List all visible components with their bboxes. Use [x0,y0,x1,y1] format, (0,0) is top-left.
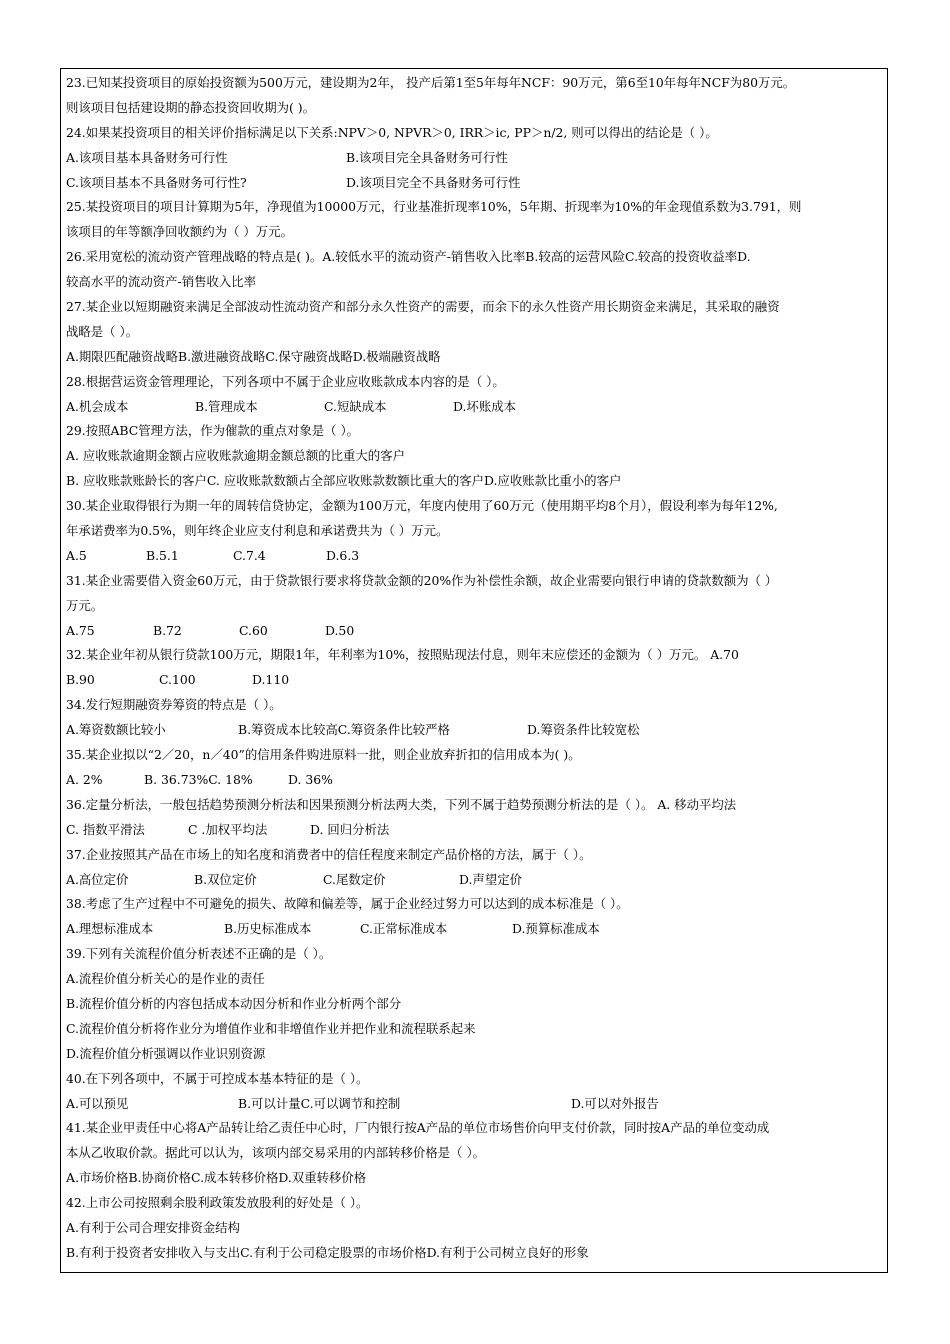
option: C. 指数平滑法 [66,821,145,837]
option: D.坏账成本 [453,398,516,414]
option: B.筹资成本比较高C.筹资条件比较严格 [238,722,450,738]
q32-stem: 32.某企业年初从银行贷款100万元，期限1年，年利率为10%，按照贴现法付息，则年末应偿还的金额为（ ）万元。 A.70 [66,647,739,663]
q23-line2: 则该项目包括建设期的静态投资回收期为( )。 [66,99,316,115]
q30-line1: 30.某企业取得银行为期一年的周转信贷协定，金额为100万元，年度内使用了60万元（使用期平均8个月），假设利率为每年12%, [66,498,778,514]
q25-line2: 该项目的年等额净回收额约为（ ）万元。 [66,224,293,240]
q34-options [66,718,886,743]
option: A. 2% [66,771,103,787]
option: D.110 [252,672,290,688]
q42-option-a: A.有利于公司合理安排资金结构 [66,1219,240,1235]
q31-line1: 31.某企业需要借入资金60万元，由于贷款银行要求将贷款金额的20%作为补偿性余额，故企业需要向银行申请的贷款数额为（ ） [66,572,778,588]
option: B.5.1 [146,547,179,563]
q28-options [66,395,886,420]
q31-line2: 万元。 [66,597,104,613]
q26-line2: 较高水平的流动资产-销售收入比率 [66,274,257,290]
option: A.机会成本 [66,398,129,414]
option: B.90 [66,672,95,688]
q41-options: A.市场价格B.协商价格C.成本转移价格D.双重转移价格 [66,1170,367,1186]
option: C.该项目基本不具备财务可行性? [66,174,247,190]
q40-stem: 40.在下列各项中，不属于可控成本基本特征的是（ ）。 [66,1070,369,1086]
q42-stem: 42.上市公司按照剩余股利政策发放股利的好处是（ ）。 [66,1195,369,1211]
option: C.尾数定价 [323,871,386,887]
q24-options-ab [66,146,886,171]
option: C.60 [239,622,268,638]
question-list [66,71,886,1266]
q39-stem: 39.下列有关流程价值分析表述不正确的是（ ）。 [66,946,332,962]
q35-stem: 35.某企业拟以“2／20，n／40”的信用条件购进原料一批，则企业放弃折扣的信用成本为( )。 [66,747,581,763]
q39-option-d: D.流程价值分析强调以作业识别资源 [66,1045,266,1061]
q39-option-c: C.流程价值分析将作业分为增值作业和非增值作业并把作业和流程联系起来 [66,1020,476,1036]
q40-options [66,1092,886,1117]
q29-stem: 29.按照ABC管理方法，作为催款的重点对象是（ ）。 [66,423,360,439]
option: D.筹资条件比较宽松 [527,722,640,738]
option: D.声望定价 [459,871,522,887]
q32-options [66,668,886,693]
q36-options [66,818,886,843]
option: C.100 [159,672,196,688]
option: A.可以预见 [66,1095,129,1111]
option: D. 36% [288,771,333,787]
option: D.预算标准成本 [512,921,600,937]
q39-option-b: B.流程价值分析的内容包括成本动因分析和作业分析两个部分 [66,995,402,1011]
option: D.该项目完全不具备财务可行性 [346,174,521,190]
option: D. 回归分析法 [310,821,390,837]
option: B.历史标准成本 [224,921,312,937]
q41-line2: 本从乙收取价款。据此可以认为，该项内部交易采用的内部转移价格是（ ）。 [66,1145,486,1161]
option: A.理想标准成本 [66,921,154,937]
q31-options [66,619,886,644]
option: A.该项目基本具备财务可行性 [66,149,228,165]
q24-stem: 24.如果某投资项目的相关评价指标满足以下关系:NPV＞0, NPVR＞0, IRR＞ic, PP＞n/2, 则可以得出的结论是（ ）。 [66,124,718,140]
option: B.双位定价 [194,871,257,887]
q29-options-bcd: B. 应收账款账龄长的客户C. 应收账款数额占全部应收账款数额比重大的客户D.应收账款比重小的客户 [66,473,622,489]
option: B. 36.73%C. 18% [144,771,253,787]
q38-options [66,917,886,942]
option: A.筹资数额比较小 [66,722,166,738]
option: B.72 [153,622,182,638]
option: D.50 [325,622,355,638]
q37-options [66,868,886,893]
option: C.正常标准成本 [360,921,448,937]
q27-line2: 战略是（ ）。 [66,323,139,339]
q27-options: A.期限匹配融资战略B.激进融资战略C.保守融资战略D.极端融资战略 [66,348,441,364]
option: D.可以对外报告 [571,1095,659,1111]
q28-stem: 28.根据营运资金管理理论，下列各项中不属于企业应收账款成本内容的是（ ）。 [66,373,505,389]
option: B.管理成本 [195,398,258,414]
option: A.75 [66,622,95,638]
option: C.7.4 [233,547,266,563]
q25-line1: 25.某投资项目的项目计算期为5年，净现值为10000万元，行业基准折现率10%，5年期、折现率为10%的年金现值系数为3.791，则 [66,199,802,215]
q41-line1: 41.某企业甲责任中心将A产品转让给乙责任中心时，厂内银行按A产品的单位市场售价向甲支付价款，同时按A产品的单位变动成 [66,1120,770,1136]
option: A.高位定价 [66,871,129,887]
q23-line1: 23.已知某投资项目的原始投资额为500万元，建设期为2年， 投产后第1至5年每年NCF：90万元，第6至10年每年NCF为80万元。 [66,75,796,90]
option: B.该项目完全具备财务可行性 [346,149,508,165]
q29-option-a: A. 应收账款逾期金额占应收账款逾期金额总额的比重大的客户 [66,448,405,464]
option: A.5 [66,547,87,563]
q38-stem: 38.考虑了生产过程中不可避免的损失、故障和偏差等，属于企业经过努力可以达到的成本标准是（ ）。 [66,896,629,912]
q39-option-a: A.流程价值分析关心的是作业的责任 [66,971,265,987]
option: C .加权平均法 [188,821,268,837]
option: B.可以计量C.可以调节和控制 [238,1095,401,1111]
q30-line2: 年承诺费率为0.5%，则年终企业应支付利息和承诺费共为（ ）万元。 [66,523,449,539]
q42-options-bcd: B.有利于投资者安排收入与支出C.有利于公司稳定股票的市场价格D.有利于公司树立良好的形象 [66,1244,589,1260]
q37-stem: 37.企业按照其产品在市场上的知名度和消费者中的信任程度来制定产品价格的方法，属于（ ）。 [66,846,592,862]
q35-options [66,768,886,793]
q27-line1: 27.某企业以短期融资来满足全部波动性流动资产和部分永久性资产的需要，而余下的永久性资产用长期资金来满足，其采取的融资 [66,299,780,315]
q30-options [66,544,886,569]
q34-stem: 34.发行短期融资券筹资的特点是（ ）。 [66,697,282,713]
option: C.短缺成本 [324,398,387,414]
option: D.6.3 [326,547,360,563]
q26-line1: 26.采用宽松的流动资产管理战略的特点是( )。A.较低水平的流动资产-销售收入比率B.较高的运营风险C.较高的投资收益率D. [66,249,751,265]
q36-stem: 36.定量分析法，一般包括趋势预测分析法和因果预测分析法两大类，下列不属于趋势预测分析法的是（ ）。 A. 移动平均法 [66,796,737,812]
q24-options-cd [66,171,886,196]
